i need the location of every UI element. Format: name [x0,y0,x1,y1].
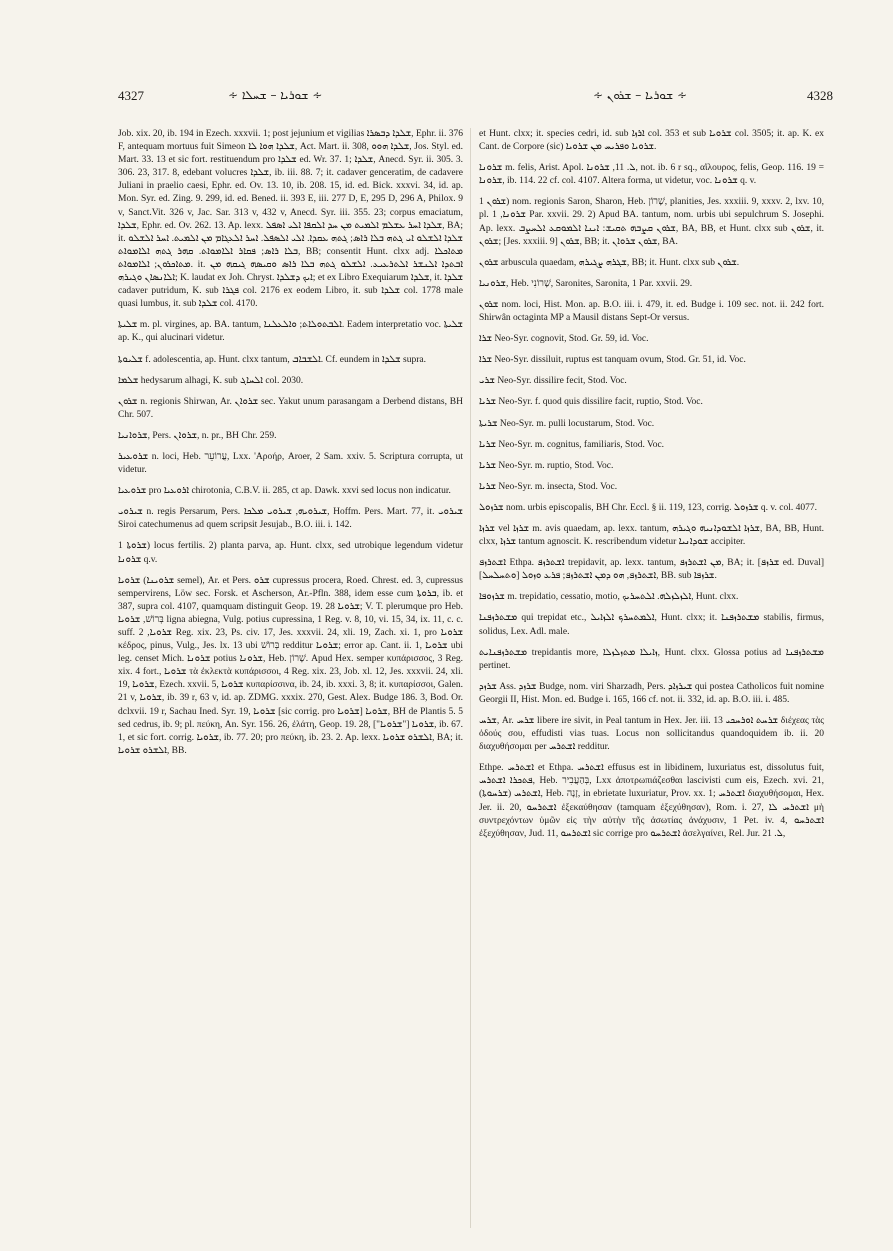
dictionary-entry: ܫܪܘܥܝܐ pro ܐܪܘܥܝܐ chirotonia, C.B.V. ii. 285, ct ap. Dawk. xxvi sed locus non indicatur. [118,486,451,497]
dictionary-entry: ܫܪܘܢ nom. loci, Hist. Mon. ap. B.O. iii. i. 479, it. ed. Budge i. 109 sec. not. ii. 242 fort. Shirwân octaginta MP a Mausil distans Sept-Or versus. [479,299,824,324]
dictionary-entry: ܫܪܘܢ 1) nom. regionis Saron, Sharon, Heb. שָׁרוֹן, planities, Jes. xxxiii. 9, xxxv. 2, lxv. 10, pl. ܫܪܘܢܐ, 1 Par. xxvii. 29. 2) Apud BA. tantum, nom. urbis ubi sepulchrum S. Josephi. Ap. lexx. ܫܪܘܢ ܩܨܒܗ ܬܩܝܫ: ܐܝܢܐ ܐܠܡܘܩܥ ܐܠܚܨܒ, BA, BB, et Hunt. clxx sub ܫܪܘܢ, it. ܫܪܘܢ; [Jes. xxxiii. 9] ܫܪܘܢ, BB; it. ܫܪܘܢ ܫܪܘܐܢ, BA. [479,197,824,247]
dictionary-entry: Job. xix. 20, ib. 194 in Ezech. xxxvii. 1; post jejunium et vigilias ܫܠܕܐ ܕܒܣܪܐ, Ephr. ii. 376 F, antequam mortuus fuit Simeon ܫܠܕܐ ܗܘܐ ܠܐ, Act. Mart. ii. 308, ܫܠܕܐ ܗܘܘ, Jos. Styl. ed. Mart. 33. 13 et sic fort. restituendum pro ܫܠܕܐ ed. Wr. 37. 1; ܫܠܕܐ, Anecd. Syr. ii. 305. 3. 306. 23, 317. 8, edebant volucres ܫܠܕܐ, ib. iii. 88. 7; it. cadaver genceratim, de cadavere Juliani in praelio caesi, Ephr. ed. Ov. 13. 10, ib. 208. 15, id. ed. Bick. xxxvi. 34, id. ap. Mon. Syr. ed. Zing. 9. 299, id. ed. Bened. ii. 393 E, iii. 277 D, E, 295 D, 296 A, Philox. 9 v, Sanct.Vit. 326 v, Jac. Sar. 313 v, 432 v, Anecd. Syr. iii. 355. 23; corpus emaciatum, ܫܠܕܐ, Ephr. ed. Ov. 262. 13. Ap. lexx. ܫܠܕܐ ܐܚܪ ܥܫܠܡ ܐܠܡܝܬ ܡܢ ܚܕ ܐܠܩܦܐ ܐܠܝ ܐܣܦܠ, BA; it. ܫܠܕܐ ܐܠܫܠܘ ܐܝ ܓܬܗ ܒܠܐ ܪܐܣ; ܓܬܗ ܥܩܕܐ. ܐܠܝ ܐܠܣܦܠ. ܐܚܪ ܐܠܥܓܐܡ ܡܢ ܐܠܡܝܬ. ܐܚܪ ܐܠܫܠܘ ܒܠܐ ܪܐܣ; ܦܩܐܪ ܐܠܐܡܘܐܬ. ܩܗܪ ܓܬܗ ܐܠܐܡܘܐܬ, BB; consentit Hunt. clxx adj. ܡܬܐܟܠܐ ܡܬܐܟܪܘܢ; ܐܠܐܡܘܐܬ. it. ܐܒܬܕܐ ܐܠܢܫܪ ܐܠܬܪܥܝܥ. ܐܠܫܠܘ ܓܬܗ ܒܠܐ ܪܐܣ ܘܩܝܣܗ ܓܝܩܗ ܡܢ ܐܠܐܢܣܐܢ ܘܓܝܪܗ; K. laudat ex Joh. Chryst. ܐܝܟ ܕܫܠܕܐ; et ex Libro Exequiarum ܫܠܕܐ, it. ܫܠܕܐ cadaver putridum, K. sub ܦܓܪܐ col. 2176 ex eodem Libro, it. sub ܫܠܕܐ col. 1778 male quasi lumbus, it. sub ܫܠܕܐ col. 4170. [118,129,463,310]
dictionary-entry: ܫܪܝܐ Neo-Syr. m. insecta, Stod. Voc. [479,481,618,492]
dictionary-entry: ܫܠܝܘܬܐ f. adolescentia, ap. Hunt. clxx tantum, ܐܠܫܒܐܒ. Cf. eundem in ܫܠܕܐ supra. [118,354,426,365]
dictionary-entry: ܐܫܬܪܙܦ Ethpa. ܐܫܬܪܙܦ trepidavit, ap. lexx. tantum, ܡܢ ܐܫܬܪܙܦ, BA; it. [ܫܪܙܦ ed. Duval] ܐܫܬܪܙܦ, ܗܘ ܕܡܢ ܐܫܬܪܙܦ; ܦܪܥ ܘܙܘܠ [ܘܬܚܠܚܠ], BB. sub ܫܪܙܦܐ. [479,558,824,582]
dictionary-entry: ܡܫܬܪܙܦܢܐ qui trepidat etc., ܐܠܡܬܚܪܟ ܐܠܙܐܝܠ, Hunt. clxx; it. ܡܫܬܪܙܦܢܐ stabilis, firmus, solidus, Lex. Adl. male. [479,613,824,637]
running-title-right: ∻ ܫܘܪܝܐ – ܫܪܘܢ ∻ [593,88,688,102]
dictionary-entry: ܡܫܬܪܙܦܢܐܝܬ trepidantis more, ܙܐܝܠܐ ܡܬܙܠܙܠܐ, Hunt. clxx. Glossa potius ad ܡܫܬܪܙܦܢܐ pertinet. [479,647,824,671]
dictionary-entry: ܫܪܝܐ Neo-Syr. m. cognitus, familiaris, Stod. Voc. [479,439,665,450]
dictionary-entry: ܫܪܘܥܝܪ n. loci, Heb. עֲרוֹעֵר, Lxx. 'Αροήρ, Aroer, 2 Sam. xxiv. 5. Scriptura corrupta, ut videtur. [118,451,463,476]
dictionary-entry: ܫܪܘܬܐ 1) locus fertilis. 2) planta parva, ap. Hunt. clxx, sed utrobique legendum videtur ܫܪܘܢܐ q.v. [118,541,463,565]
dictionary-entry: ܫܪܝܬܐ Neo-Syr. m. pulli locustarum, Stod. Voc. [479,418,655,429]
dictionary-entry: ܫܪܘܢ arbuscula quaedam, ܫܓܪܗ ܨܓܝܪܗ, BB; it. Hunt. clxx sub ܫܪܘܢ. [479,257,740,268]
dictionary-entry: ܫܪܝܐ Neo-Syr. f. quod quis dissilire facit, ruptio, Stod. Voc. [479,397,703,408]
page-number-left: 4327 [118,88,144,103]
dictionary-entry: ܫܪܘܢ n. regionis Shirwan, Ar. ܫܪܘܐܢ sec. Yakut unum parasangam a Derbend distans, BH Chr. 507. [118,396,463,420]
dictionary-entry: ܫܠܝܬܐ m. pl. virgines, ap. BA. tantum, ܐܠܒܬܘܠܐܬ; ܘܐܠܥܠܢܐ. Eadem interpretatio voc. ܫܠܝܬܐ ap. K., qui alucinari videtur. [118,320,463,344]
dictionary-entry: ܫܝܪܘܝ n. regis Persarum, Pers. ܫܝܪܘܝܗ, ܫܝܪܘܝ ܡܠܟܐ, Hoffm. Pers. Mart. 77, it. ܫܝܪܘܝ Siroi catechumenus ad quem scripsit Jesujab., B.O. iii. i. 142. [118,507,463,531]
running-title-left: ∻ ܫܘܪܝܐ – ܫܚܠܐ ∻ [228,88,323,102]
dictionary-entry: Ethpe. ܐܫܬܪܚ et Ethpa. ܐܫܬܪܚ effusus est in libidinem, luxuriatus est, dissolutus fuit, ܦܬܟܪܐ ܐܫܬܪܚ, Heb. בְּהַעֲבִיר, Lxx ἀποτρωπιάζεσθαι lascivisti cum eis, Ezech. xvi. 21, (ܫܪܚܘܬܐ) ܐܫܬܪܚ, Heb. זָנָה, in ebrietate luxuriatur, Prov. xx. 1; ܐܫܬܪܚ διαχυθήσομαι, Hex. Jer. ii. 20, ܐܫܬܪܚܘ ἐξεκαύθησαν (tamquam ἐξεχύθησαν), Rom. i. 27, ܐܫܬܪܚ ܠܐ μὴ συντρεχόντων ὑμῶν εἰς τὴν αὐτὴν τῆς ἀσωτίας ἀνάχυσιν, 1 Pet. iv. 4, ܐܫܬܪܚܘ ἐξεχύθησαν, Jud. 11, ܐܫܬܪܚܘ sic corrige pro ܐܫܬܪܚܘ ἀσελγαίνει, Rel. Jur. ܠ. 21, [479,763,824,839]
page-header [118,88,833,108]
dictionary-entry: ܫܪܘܐܢܝܐ, Pers. ܫܪܘܐܢ, n. pr., BH Chr. 259. [118,430,277,441]
right-column [479,128,824,1228]
dictionary-entry: ܫܪܝܐ Neo-Syr. m. ruptio, Stod. Voc. [479,460,614,471]
page-number-right: 4328 [807,88,833,103]
dictionary-entry: ܫܪܙܘܦܐ m. trepidatio, cessatio, motio, ܐܠܙܠܙܠܗ. ܐܠܬܚܪܝܟ, Hunt. clxx. [479,592,739,603]
dictionary-entry: ܫܪܚ, Ar. ܫܪܚ libere ire sivit, in Peal tantum in Hex. Jer. iii. 13 ܫܪܚܬ ܐܘܪܚܟܝ διέχεας τὰς ὁδούς σου, effudisti vias tuas. Locus non sollicitandus quandoquidem ib. ii. 20 διαχυθήσομαι per ܐܫܬܪܚ redditur. [479,716,824,753]
dictionary-entry: ܫܪܘܢܐ m. felis, Arist. Apol. ܠ. 11, ܫܪܘܢܐ, not. ib. 6 r sq., αἴλουρος, felis, Geop. 116. 19 = ܫܪܘܢܐ, ib. 114. 22 cf. col. 4107. Altera forma, ut videtur, voc. ܫܪܘܢܐ q. v. [479,163,824,187]
dictionary-entry: ܫܪܐ Neo-Syr. dissiluit, ruptus est tanquam ovum, Stod. Gr. 51, id. Voc. [479,355,746,366]
dictionary-entry: ܫܪܙܕ Ass. ܫܪܙܕ Budge, nom. viri Sharzadh, Pers. ܫܝܪܙܐܕ qui postea Catholicos fuit nomine Georgii II, Hist. Mon. ed. Budge i. 165, 166 cf. not. ii. 332, id. ap. B.O. iii. i. 485. [479,681,824,705]
dictionary-entry: ܫܪܙܘܠ nom. urbis episcopalis, BH Chr. Eccl. § ii. 119, 123, corrig. ܫܪܙܘܠ q. v. col. 4077. [479,502,818,513]
dictionary-entry: et Hunt. clxx; it. species cedri, id. sub ܐܪܙܐ col. 353 et sub ܫܪܘܝܐ col. 3505; it. ap. K. ex Cant. de Corpore (sic) ܫܪܘܝܐ ܘܦܪܝܚ ܡܢ ܫܪܘܝܐ. [479,129,824,153]
column-divider [470,128,471,1228]
dictionary-entry: ܫܪܘܢܝܐ, Heb. שָׁרוֹנִי, Saronites, Saronita, 1 Par. xxvii. 29. [479,278,693,289]
left-column [118,128,463,1228]
dictionary-entry: ܫܪܝ Neo-Syr. dissilire fecit, Stod. Voc. [479,376,627,387]
dictionary-entry: ܫܪܐ Neo-Syr. cognovit, Stod. Gr. 59, id. Voc. [479,334,649,345]
dictionary-entry: ܫܪܙܐ vel ܫܪܙܐ m. avis quaedam, ap. lexx. tantum, ܫܪܙܐ ܐܠܫܘܕܐܢܝܗ ܘܓܝܪܗ, BA, BB, Hunt. clxx, ܫܪܙܐ tantum agnoscit. K. rescribendum videtur ܫܘܕܐܢܝܐ accipiter. [479,523,824,548]
dictionary-entry: ܫܪܘܝܐ (ܫܪܘܝܢܐ semel), Ar. et Pers. ܫܪܘ cupressus procera, Roed. Chrest. ed. 3, cupressus sempervirens, Löw sec. Forsk. et Ascherson, Ar.-Pfln. 388, idem esse cum ܒܪܘܬܐ, ib. et 387, supra col. 4107, quamquam distinguit Geop. 19. 28 ܫܪܘܝܐ; V. T. plerumque pro Heb. בְּרוֹשׁ, ܫܪܘܝܐ ligna abiegna, Vulg. potius cupressina, 1 Reg. v. 8, 10, vi. 15, 34, ix. 11, c. c. suff. ܫܪܘܝܐ, 2 Reg. xix. 23, Ps. civ. 17, Jes. xxxvii. 24, xli. 19, Zach. xi. 1, pro ܫܪܘܝܐ κέδρος, pinus, Vulg., Jes. lx. 13 ubi בְּרוֹשׁ redditur ܫܪܘܝܐ; error ap. Cant. ii. 1, ܫܪܘܝܐ ubi leg. censet Mich. ܫܪܘܢܐ potius ܫܪܘܢܐ, Heb. שָׁרוֹן. Apud Hex. semper κυπάρισσος, 3 Reg. xix. 4 fort., ܫܪܘܝܐ τὰ ἐκλεκτὰ κυπάρισσοι, 4 Reg. xix. 23, Job. xl. 12, Jes. xxxvii. 24, xli. 19, ܫܪܘܝܐ, Ezech. xxvii. 5, ܫܪܘܝܐ κυπαρίσσινα, ib. 24, ib. xxxi. 3, 8; it. κυπαρίσσοι, Galen. 21 v, ܫܪܘܝܐ, ib. 39 r, 63 v, id. ap. ZDMG. xxxix. 270, Gest. Alex. Budge 186. 3, Bod. Or. dclxvii. 19 r, Sachau Ined. Syr. 19, ܫܪܘܝܐ [sic corrig. pro ܫܪܘܝܐ] ܫܪܘܝܐ, BH de Plantis 5. 5 sed cedrus, ib. 9; pl. πεύκη, An. Syr. 156. 26, ἐλάτη, Geop. 19. 28, ["ܫܪܘܝܐ"] ܫܪܘܝܐ, ib. 67. 1, et sic fort. corrig. ܫܪܘܝܐ, ib. 77. 20; pro πεύκη, ib. 23. 2. Ap. lexx. ܐܠܫܪܘ ܫܪܘܝܐ, BA; it. ܐܠܫܪܘ ܫܪܘܝܐ, BB. [118,575,463,756]
dictionary-entry: ܫܠܡܐ hedysarum alhagi, K. sub ܐܠܚܐܓ col. 2030. [118,375,304,386]
